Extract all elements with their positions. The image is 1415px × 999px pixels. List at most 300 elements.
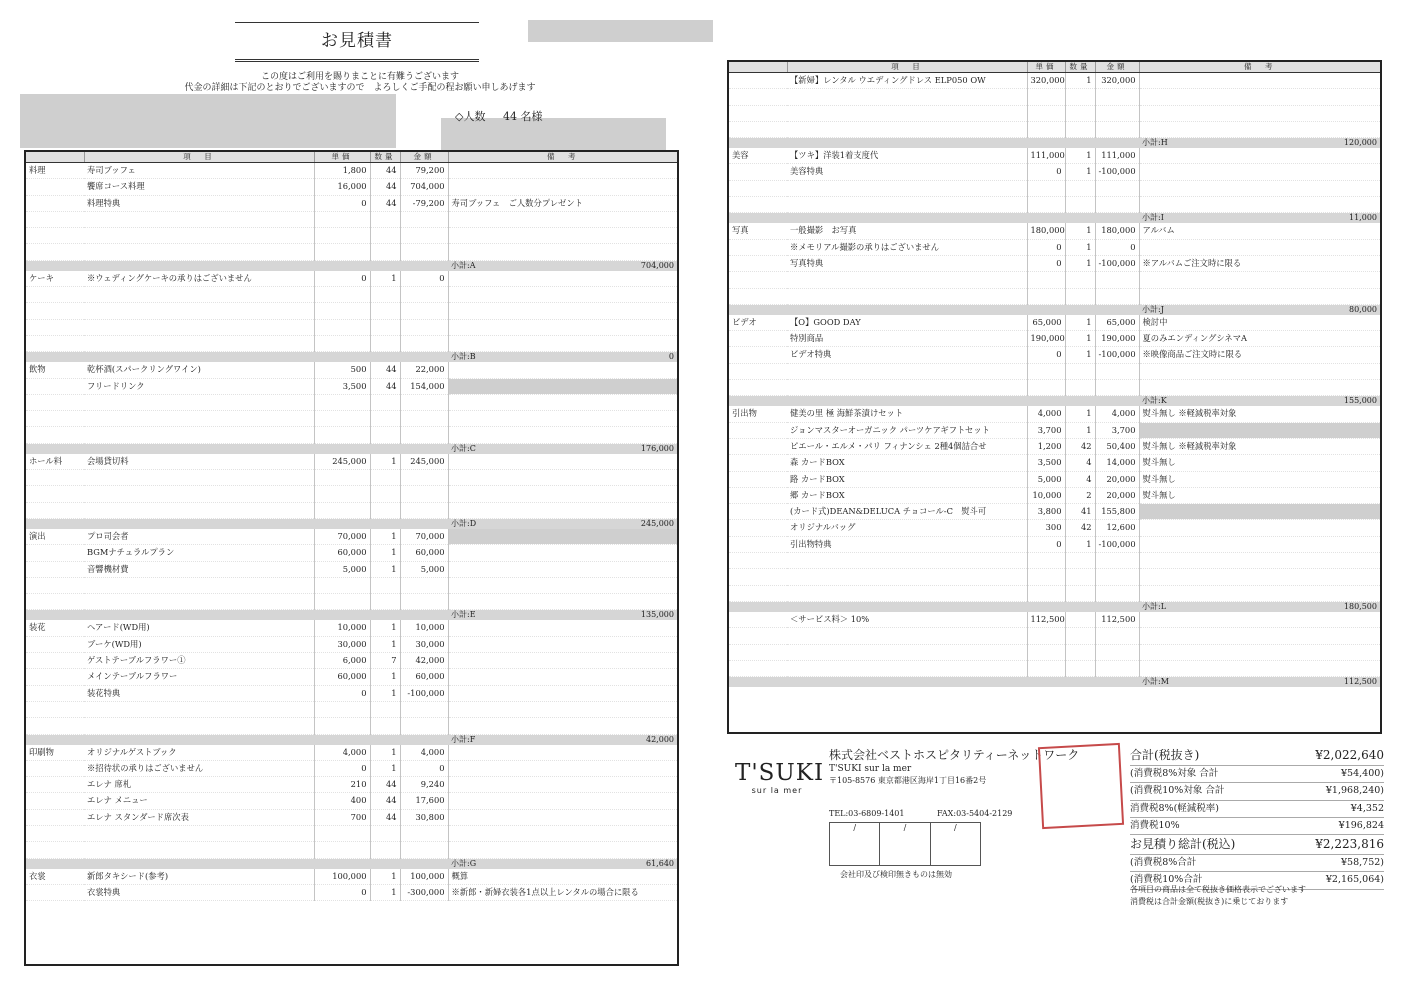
subtotal-spacer <box>84 260 448 271</box>
category-cell <box>729 347 787 363</box>
category-cell <box>729 504 787 520</box>
subtotal-label: 小計:J <box>1142 304 1164 314</box>
category-cell <box>729 197 787 213</box>
amount-cell <box>400 718 448 734</box>
remark-cell <box>1139 660 1380 676</box>
item-cell <box>787 363 1027 379</box>
remark-cell <box>448 470 677 486</box>
table-row <box>729 347 1380 363</box>
category-cell <box>729 553 787 569</box>
amount-cell <box>1095 660 1139 676</box>
logo-tagline: sur la mer <box>751 786 803 795</box>
remark-cell <box>1139 197 1380 213</box>
item-cell <box>84 228 314 244</box>
remark-cell <box>1139 180 1380 196</box>
item-cell: 乾杯酒(スパークリングワイン) <box>84 362 314 378</box>
unit-price-cell <box>314 244 370 260</box>
quantity-cell <box>1065 660 1095 676</box>
remark-cell <box>448 319 677 335</box>
remark-cell: 熨斗無し ※軽減税率対象 <box>1139 406 1380 422</box>
quantity-cell: 44 <box>370 179 400 195</box>
remark-cell <box>448 669 677 685</box>
category-cell: 印刷物 <box>26 745 84 761</box>
quantity-cell <box>1065 272 1095 288</box>
category-cell <box>26 777 84 793</box>
unit-price-cell <box>1027 288 1065 304</box>
unit-price-cell <box>314 577 370 593</box>
subtotal-cell <box>1139 305 1380 315</box>
total-label: (消費税8%対象 合計 <box>1130 768 1219 779</box>
amount-cell <box>1095 180 1139 196</box>
subtotal-row <box>26 734 677 745</box>
table-row <box>729 180 1380 196</box>
quantity-cell <box>1065 121 1095 137</box>
subtotal-spacer <box>26 518 84 529</box>
remark-cell <box>448 303 677 319</box>
unit-price-cell <box>1027 380 1065 396</box>
category-cell <box>729 455 787 471</box>
unit-price-cell: 0 <box>314 271 370 287</box>
quantity-cell: 1 <box>370 685 400 701</box>
amount-cell: 50,400 <box>1095 438 1139 454</box>
item-cell: ※招待状の承りはございません <box>84 760 314 776</box>
table-row <box>26 760 677 776</box>
category-cell <box>26 825 84 841</box>
table-row <box>729 438 1380 454</box>
item-cell <box>84 411 314 427</box>
quantity-cell <box>370 502 400 518</box>
quantity-cell: 41 <box>1065 504 1095 520</box>
amount-cell: 155,800 <box>1095 504 1139 520</box>
document-title-box <box>235 22 479 62</box>
unit-price-cell <box>1027 569 1065 585</box>
unit-price-cell: 0 <box>1027 255 1065 271</box>
total-row <box>1130 818 1384 835</box>
subtotal-value: 245,000 <box>640 518 674 528</box>
quantity-cell <box>370 842 400 858</box>
table-row <box>26 319 677 335</box>
total-label: 消費税10% <box>1130 819 1180 831</box>
amount-cell <box>400 319 448 335</box>
table-header <box>729 62 1380 73</box>
header-remarks: 備 考 <box>448 152 677 163</box>
unit-price-cell: 16,000 <box>314 179 370 195</box>
unit-price-cell: 245,000 <box>314 454 370 470</box>
table-header <box>26 152 677 163</box>
category-cell <box>26 195 84 211</box>
category-cell <box>26 179 84 195</box>
table-row <box>729 553 1380 569</box>
quantity-cell: 1 <box>1065 331 1095 347</box>
unit-price-cell <box>1027 585 1065 601</box>
table-row <box>26 718 677 734</box>
subtotal-value: 176,000 <box>640 443 674 453</box>
quantity-cell: 44 <box>370 777 400 793</box>
subtotal-label: 小計:C <box>451 443 476 453</box>
total-label: (消費税8%合計 <box>1130 857 1197 869</box>
quantity-cell <box>1065 612 1095 628</box>
header-item: 項 目 <box>84 152 314 163</box>
item-cell <box>787 197 1027 213</box>
total-value: ¥54,400) <box>1341 768 1384 779</box>
subtotal-row <box>729 601 1380 612</box>
table-row <box>729 89 1380 105</box>
subtotal-spacer <box>84 858 448 869</box>
item-cell: ゲストテーブルフラワー① <box>84 653 314 669</box>
unit-price-cell: 0 <box>314 685 370 701</box>
unit-price-cell: 320,000 <box>1027 73 1065 89</box>
amount-cell <box>1095 121 1139 137</box>
remark-cell <box>448 545 677 561</box>
item-cell: 写真特典 <box>787 255 1027 271</box>
table-row <box>729 536 1380 552</box>
table-row <box>26 287 677 303</box>
item-cell: 料理特典 <box>84 195 314 211</box>
category-cell <box>729 471 787 487</box>
table-row <box>729 272 1380 288</box>
total-row <box>1130 783 1384 800</box>
unit-price-cell <box>314 228 370 244</box>
amount-cell <box>400 244 448 260</box>
category-cell <box>26 760 84 776</box>
quantity-cell: 1 <box>370 884 400 900</box>
unit-price-cell: 190,000 <box>1027 331 1065 347</box>
category-cell <box>729 89 787 105</box>
quantity-cell: 4 <box>1065 455 1095 471</box>
unit-price-cell: 4,000 <box>314 745 370 761</box>
table-row <box>26 454 677 470</box>
subtotal-cell <box>448 444 677 454</box>
quantity-cell: 1 <box>370 869 400 885</box>
amount-cell <box>1095 288 1139 304</box>
unit-price-cell: 3,700 <box>1027 422 1065 438</box>
item-cell: (カード式)DEAN&DELUCA チョコール-C 熨斗可 <box>787 504 1027 520</box>
unit-price-cell <box>1027 363 1065 379</box>
amount-cell <box>400 228 448 244</box>
subtotal-row <box>729 396 1380 407</box>
item-cell: 特別商品 <box>787 331 1027 347</box>
remark-cell <box>448 825 677 841</box>
remark-cell <box>448 244 677 260</box>
table-row <box>729 628 1380 644</box>
remark-cell <box>448 287 677 303</box>
total-row <box>1130 855 1384 872</box>
category-cell <box>26 228 84 244</box>
subtotal-spacer <box>729 601 787 612</box>
table-row <box>729 105 1380 121</box>
item-cell: オリジナルゲストブック <box>84 745 314 761</box>
category-cell <box>729 644 787 660</box>
subtotal-spacer <box>729 213 787 224</box>
subtotal-cell <box>448 859 677 869</box>
amount-cell: 5,000 <box>400 561 448 577</box>
unit-price-cell: 1,200 <box>1027 438 1065 454</box>
item-cell: ブーケ(WD用) <box>84 636 314 652</box>
subtotal-label: 小計:I <box>1142 213 1164 223</box>
item-cell <box>84 427 314 443</box>
amount-cell <box>1095 197 1139 213</box>
remark-cell <box>1139 239 1380 255</box>
amount-cell <box>1095 569 1139 585</box>
intro-line-2: 代金の詳細は下記のとおりでございますので よろしくご手配の程お願い申しあげます <box>184 83 536 93</box>
table-row <box>729 164 1380 180</box>
total-row <box>1130 835 1384 855</box>
item-cell <box>787 105 1027 121</box>
quantity-cell <box>1065 89 1095 105</box>
quantity-cell <box>370 228 400 244</box>
approval-stamp-boxes <box>829 822 981 866</box>
remark-cell: 熨斗無し <box>1139 455 1380 471</box>
guest-count-value: 44 名様 <box>502 110 543 123</box>
quantity-cell: 1 <box>370 561 400 577</box>
amount-cell: -79,200 <box>400 195 448 211</box>
category-cell <box>26 669 84 685</box>
item-cell: ※ウェディングケーキの承りはございません <box>84 271 314 287</box>
quantity-cell <box>370 825 400 841</box>
quantity-cell: 1 <box>1065 148 1095 164</box>
quantity-cell <box>1065 197 1095 213</box>
subtotal-value: 120,000 <box>1343 138 1377 148</box>
remark-cell <box>448 335 677 351</box>
remark-cell <box>1139 288 1380 304</box>
table-row <box>729 73 1380 89</box>
table-row <box>26 869 677 885</box>
remark-cell <box>448 653 677 669</box>
table-row <box>26 884 677 900</box>
item-cell: 音響機材費 <box>84 561 314 577</box>
remark-cell <box>448 486 677 502</box>
item-cell: 【O】GOOD DAY <box>787 315 1027 331</box>
subtotal-label: 小計:H <box>1142 138 1168 148</box>
quantity-cell: 1 <box>1065 315 1095 331</box>
total-value: ¥2,165,064) <box>1325 874 1384 886</box>
quantity-cell: 44 <box>370 163 400 179</box>
subtotal-cell <box>1139 213 1380 223</box>
amount-cell <box>400 701 448 717</box>
remark-cell <box>448 745 677 761</box>
remark-cell: 熨斗無し <box>1139 487 1380 503</box>
table-row <box>729 363 1380 379</box>
unit-price-cell <box>314 287 370 303</box>
table-row <box>26 561 677 577</box>
category-cell <box>26 244 84 260</box>
remark-cell <box>448 793 677 809</box>
quantity-cell <box>1065 569 1095 585</box>
item-cell: 【新婦】レンタル ウエディングドレス ELP050 OW <box>787 73 1027 89</box>
table-row <box>26 163 677 179</box>
table-row <box>729 569 1380 585</box>
amount-cell <box>1095 272 1139 288</box>
subtotal-row <box>729 213 1380 224</box>
subtotal-spacer <box>26 352 84 363</box>
category-cell <box>26 653 84 669</box>
unit-price-cell <box>314 427 370 443</box>
item-cell <box>84 842 314 858</box>
subtotal-value: 42,000 <box>646 734 674 744</box>
subtotal-label: 小計:D <box>451 518 477 528</box>
unit-price-cell <box>314 470 370 486</box>
remark-cell <box>448 842 677 858</box>
remark-cell <box>448 809 677 825</box>
quantity-cell: 1 <box>370 271 400 287</box>
unit-price-cell: 3,800 <box>1027 504 1065 520</box>
item-cell: ビデオ特典 <box>787 347 1027 363</box>
remark-cell <box>448 211 677 227</box>
category-cell <box>26 335 84 351</box>
table-row <box>26 825 677 841</box>
subtotal-spacer <box>84 734 448 745</box>
amount-cell: 704,000 <box>400 179 448 195</box>
category-cell: 美容 <box>729 148 787 164</box>
amount-cell <box>400 842 448 858</box>
item-cell <box>787 660 1027 676</box>
unit-price-cell <box>314 394 370 410</box>
item-cell: フリードリンク <box>84 378 314 394</box>
category-cell <box>729 73 787 89</box>
quantity-cell <box>1065 288 1095 304</box>
remark-cell <box>448 362 677 378</box>
total-row <box>1130 801 1384 818</box>
company-logo <box>735 760 825 795</box>
category-cell <box>729 487 787 503</box>
unit-price-cell: 60,000 <box>314 545 370 561</box>
item-cell: 引出物特典 <box>787 536 1027 552</box>
subtotal-spacer <box>84 518 448 529</box>
table-row <box>729 455 1380 471</box>
subtotal-row <box>26 352 677 363</box>
header-amount: 金額 <box>400 152 448 163</box>
unit-price-cell: 400 <box>314 793 370 809</box>
subtotal-cell <box>448 261 677 271</box>
company-address: 〒105-8576 東京都港区海岸1丁目16番2号 <box>829 776 987 785</box>
remark-cell <box>1139 553 1380 569</box>
table-row <box>26 793 677 809</box>
unit-price-cell: 10,000 <box>314 620 370 636</box>
item-cell <box>787 628 1027 644</box>
total-value: ¥196,824 <box>1338 819 1384 831</box>
item-cell: エレナ 席札 <box>84 777 314 793</box>
table-row <box>729 471 1380 487</box>
amount-cell: -100,000 <box>400 685 448 701</box>
quantity-cell: 1 <box>370 620 400 636</box>
remark-cell <box>448 502 677 518</box>
unit-price-cell: 10,000 <box>1027 487 1065 503</box>
unit-price-cell <box>314 486 370 502</box>
category-cell <box>729 628 787 644</box>
quantity-cell <box>1065 628 1095 644</box>
category-cell <box>26 685 84 701</box>
subtotal-label: 小計:K <box>1142 396 1167 406</box>
total-value: ¥58,752) <box>1341 857 1384 869</box>
category-cell <box>729 121 787 137</box>
quantity-cell <box>1065 585 1095 601</box>
item-cell <box>84 718 314 734</box>
amount-cell <box>400 335 448 351</box>
amount-cell: 100,000 <box>400 869 448 885</box>
category-cell <box>729 438 787 454</box>
table-row <box>26 745 677 761</box>
category-cell <box>729 569 787 585</box>
header-unit-price: 単価 <box>314 152 370 163</box>
category-cell: 引出物 <box>729 406 787 422</box>
table-row <box>26 486 677 502</box>
item-cell: 郷 カードBOX <box>787 487 1027 503</box>
subtotal-spacer <box>729 304 787 315</box>
item-cell: 健美の里 極 海鮮茶漬けセット <box>787 406 1027 422</box>
redacted-remark-cell <box>448 529 677 545</box>
table-row <box>26 777 677 793</box>
item-cell <box>787 380 1027 396</box>
quantity-cell <box>370 577 400 593</box>
category-cell <box>26 378 84 394</box>
subtotal-label: 小計:F <box>451 734 476 744</box>
intro-line-1: この度はご利用を賜りまことに有難うございます <box>260 72 459 82</box>
quantity-cell: 42 <box>1065 438 1095 454</box>
subtotal-value: 180,500 <box>1343 601 1377 611</box>
item-cell <box>787 585 1027 601</box>
item-cell <box>787 288 1027 304</box>
total-label: (消費税10%合計 <box>1130 874 1203 886</box>
unit-price-cell <box>314 303 370 319</box>
subtotal-cell <box>448 610 677 620</box>
table-row <box>729 504 1380 520</box>
table-row <box>26 620 677 636</box>
category-cell <box>26 319 84 335</box>
subtotal-spacer <box>84 443 448 454</box>
item-cell: 路 カードBOX <box>787 471 1027 487</box>
remark-cell <box>448 620 677 636</box>
unit-price-cell <box>1027 180 1065 196</box>
category-cell <box>26 842 84 858</box>
amount-cell <box>1095 553 1139 569</box>
unit-price-cell: 0 <box>314 760 370 776</box>
category-cell <box>729 380 787 396</box>
venue-name: T'SUKI sur la mer <box>829 764 912 774</box>
amount-cell: 12,600 <box>1095 520 1139 536</box>
category-cell <box>729 272 787 288</box>
item-cell: 【ツキ】洋装1着支度代 <box>787 148 1027 164</box>
category-cell <box>26 427 84 443</box>
table-row <box>26 228 677 244</box>
subtotal-cell <box>1139 602 1380 612</box>
table-row <box>26 594 677 610</box>
category-cell: 飲物 <box>26 362 84 378</box>
quantity-cell: 44 <box>370 793 400 809</box>
quantity-cell: 1 <box>370 760 400 776</box>
subtotal-cell <box>1139 396 1380 406</box>
total-row <box>1130 746 1384 766</box>
item-cell: ※メモリアル撮影の承りはございません <box>787 239 1027 255</box>
unit-price-cell <box>1027 272 1065 288</box>
amount-cell <box>1095 585 1139 601</box>
table-row <box>729 487 1380 503</box>
unit-price-cell <box>1027 197 1065 213</box>
subtotal-label: 小計:M <box>1142 677 1169 687</box>
totals-panel <box>1130 746 1384 890</box>
total-value: ¥4,352 <box>1350 802 1384 814</box>
amount-cell <box>400 211 448 227</box>
stamp-box: / <box>880 823 930 865</box>
unit-price-cell <box>1027 89 1065 105</box>
table-row <box>729 288 1380 304</box>
company-name: 株式会社ベストホスピタリティーネットワーク <box>829 748 1080 762</box>
category-cell <box>26 545 84 561</box>
item-cell <box>84 486 314 502</box>
unit-price-cell: 112,500 <box>1027 612 1065 628</box>
remark-cell: 熨斗無し <box>1139 471 1380 487</box>
subtotal-cell <box>448 519 677 529</box>
table-row <box>26 362 677 378</box>
